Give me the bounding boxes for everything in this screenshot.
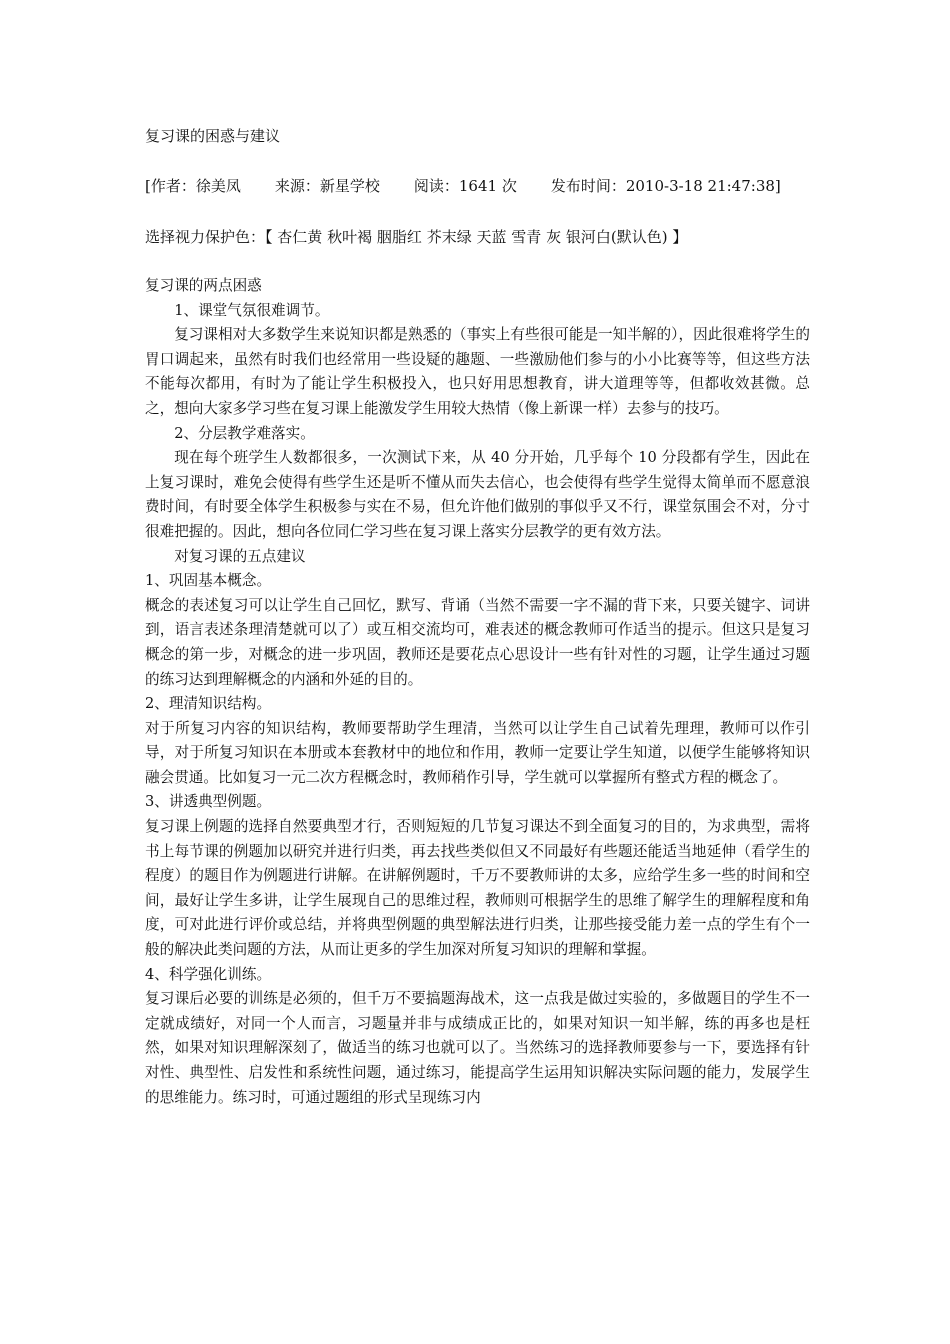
color-option-galaxy-white-default[interactable]: 银河白(默认色) <box>565 228 668 246</box>
paragraph: 复习课的两点困惑 <box>145 277 262 294</box>
paragraph: 概念的表述复习可以让学生自己回忆，默写、背诵（当然不需要一字不漏的背下来，只要关键字、词讲到，语言表述条理清楚就可以了）或互相交流均可，难表述的概念教师可作适当的提示。但这只是复习概念的第一步，对概念的进一步巩固，教师还是要花点心思设计一些有针对性的习题，让学生通过习题的练习达到理解概念的内涵和外延的目的。 <box>145 596 810 688</box>
meta-source: 来源：新星学校 <box>274 177 380 195</box>
paragraph: 对于所复习内容的知识结构，教师要帮助学生理清，当然可以让学生自己试着先理理，教师可以作引导，对于所复习知识在本册或本套教材中的地位和作用，教师一定要让学生知道，以便学生能够将知识融会贯通。比如复习一元二次方程概念时，教师稍作引导，学生就可以掌握所有整式方程的概念了。 <box>145 719 810 786</box>
color-option-apricot-yellow[interactable]: 杏仁黄 <box>277 228 323 246</box>
article-meta <box>145 174 781 198</box>
color-selector-label: 选择视力保护色：【 <box>145 228 273 246</box>
paragraph: 2、分层教学难落实。 <box>174 424 315 442</box>
meta-published: 发布时间：2010-3-18 21:47:38] <box>550 177 781 195</box>
color-option-mustard-green[interactable]: 芥末绿 <box>426 228 472 246</box>
color-option-lilac[interactable]: 雪青 <box>511 228 542 246</box>
paragraph: 1、课堂气氛很难调节。 <box>174 301 330 319</box>
paragraph: 复习课上例题的选择自然要典型才行，否则短短的几节复习课达不到全面复习的目的，为求典型，需将书上每节课的例题加以研究并进行归类，再去找些类似但又不同最好有些题还能适当地延伸（看学生的程度）的题目作为例题进行讲解。在讲解例题时，千万不要教师讲的太多，应给学生多一些的时间和空间，最好让学生多讲，让学生展现自己的思维过程，教师则可根据学生的思维了解学生的理解程度和角度，可对此进行评价或总结，并将典型例题的典型解法进行归类，让那些接受能力差一点的学生有个一般的解决此类问题的方法，从而让更多的学生加深对所复习知识的理解和掌握。 <box>145 818 810 959</box>
paragraph: 2、理清知识结构。 <box>145 695 272 713</box>
paragraph: 3、讲透典型例题。 <box>145 793 272 811</box>
paragraph: 1、巩固基本概念。 <box>145 572 272 590</box>
paragraph: 对复习课的五点建议 <box>174 547 306 565</box>
paragraph: 复习课相对大多数学生来说知识都是熟悉的（事实上有些很可能是一知半解的），因此很难将学生的胃口调起来，虽然有时我们也经常用一些设疑的趣题、一些激励他们参与的小小比赛等等，但这些方法不能每次都用，有时为了能让学生积极投入，也只好用思想教育，讲大道理等等，但都收效甚微。总之，想向大家多学习些在复习课上能激发学生用较大热情（像上新课一样）去参与的技巧。 <box>145 326 810 417</box>
eye-protection-color-selector <box>145 225 687 249</box>
meta-author: [作者：徐美凤 <box>145 177 241 195</box>
paragraph: 4、科学强化训练。 <box>145 965 272 983</box>
meta-reads: 阅读：1641 次 <box>413 177 517 195</box>
paragraph: 现在每个班学生人数都很多，一次测试下来，从 40 分开始，几乎每个 10 分段都有学生，因此在上复习课时，难免会使得有些学生还是听不懂从而失去信心，也会使得有些学生觉得太简单而不愿意浪费时间，有时要全体学生积极参与实在不易，但允许他们做别的事似乎又不行，课堂氛围会不对，分寸很难把握的。因此，想向各位同仁学习些在复习课上落实分层教学的更有效方法。 <box>145 449 810 540</box>
color-option-gray[interactable]: 灰 <box>546 228 562 246</box>
color-selector-close: 】 <box>672 228 688 246</box>
color-option-rouge-red[interactable]: 胭脂红 <box>376 228 422 246</box>
color-option-autumn-brown[interactable]: 秋叶褐 <box>327 228 373 246</box>
article-title: 复习课的困惑与建议 <box>145 127 281 145</box>
article-body <box>145 274 810 1110</box>
color-option-sky-blue[interactable]: 天蓝 <box>476 228 507 246</box>
paragraph: 复习课后必要的训练是必须的，但千万不要搞题海战术，这一点我是做过实验的，多做题目的学生不一定就成绩好，对同一个人而言，习题量并非与成绩成正比的，如果对知识一知半解，练的再多也是枉然，如果对知识理解深刻了，做适当的练习也就可以了。当然练习的选择教师要参与一下，要选择有针对性、典型性、启发性和系统性问题，通过练习，能提高学生运用知识解决实际问题的能力，发展学生的思维能力。练习时，可通过题组的形式呈现练习内 <box>145 990 810 1106</box>
